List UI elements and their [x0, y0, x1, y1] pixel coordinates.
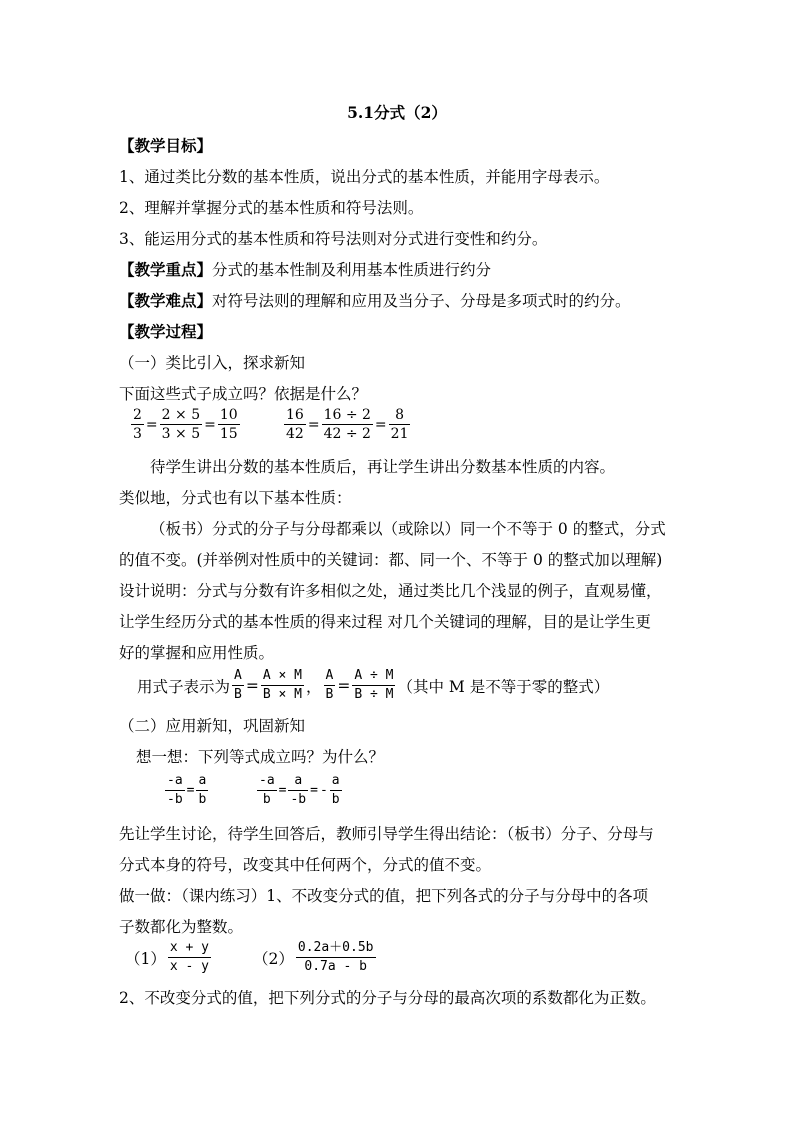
fraction-denominator: 42: [286, 426, 304, 442]
rule-formula-line: [136, 668, 610, 703]
paragraph-4c: 好的掌握和应用性质。: [119, 644, 275, 662]
fraction-denominator: 0.7a - b: [296, 957, 376, 975]
paragraph-6a: 做一做：（课内练习）1、不改变分式的值，把下列各式的分子与分母中的各项: [119, 887, 649, 905]
goal-2: 2、理解并掌握分式的基本性质和符号法则。: [119, 199, 424, 217]
fraction-denominator: 3: [133, 426, 142, 442]
exercise-1-label: （1）: [125, 949, 166, 968]
paragraph-4a: 设计说明：分式与分数有许多相似之处，通过类比几个浅显的例子，直观易懂，: [119, 582, 662, 600]
goal-3: 3、能运用分式的基本性质和符号法则对分式进行变性和约分。: [119, 230, 548, 248]
think-prompt: 想一想：下列等式成立吗？为什么？: [136, 748, 385, 766]
difficulty-text: 对符号法则的理解和应用及当分子、分母是多项式时的约分。: [212, 292, 631, 310]
equals-sign: =: [307, 416, 320, 433]
fraction-numerator: 8: [395, 407, 405, 423]
fraction-numerator: 2 × 5: [161, 407, 201, 423]
fraction-example-2: [283, 407, 411, 442]
fraction-numerator: A × M: [262, 668, 302, 683]
minus-sign: -: [319, 783, 328, 798]
equals-sign: =: [337, 676, 351, 695]
page-title: 5.1分式（2）: [347, 103, 447, 122]
part-2-heading: （二）应用新知，巩固新知: [119, 717, 306, 735]
question-1: 下面这些式子成立吗？依据是什么？: [119, 385, 368, 403]
equals-sign: =: [186, 783, 195, 798]
difficulty-line: [119, 291, 631, 311]
key-header: 【教学重点】: [119, 260, 213, 279]
key-point-line: [119, 260, 491, 280]
fraction-denominator: B × M: [262, 687, 302, 702]
fraction-numerator: -a: [167, 773, 183, 788]
paragraph-4b: 让学生经历分式的基本性质的得来过程 对几个关键词的理解，目的是让学生更: [119, 613, 651, 631]
key-text: 分式的基本性制及利用基本性质进行约分: [212, 261, 492, 279]
part-1-heading: （一）类比引入，探求新知: [119, 354, 306, 372]
fraction-numerator: a: [294, 773, 303, 788]
difficulty-header: 【教学难点】: [119, 291, 213, 310]
paragraph-3a: （板书）分式的分子与分母都乘以（或除以）同一个不等于 0 的整式，分式: [150, 520, 666, 538]
paragraph-5a: 先让学生讨论，待学生回答后，教师引导学生得出结论：（板书）分子、分母与: [119, 825, 654, 843]
fraction-numerator: A: [325, 668, 334, 683]
fraction-denominator: b: [331, 792, 340, 807]
fraction-denominator: 21: [390, 426, 409, 442]
equals-sign: =: [374, 416, 387, 433]
fraction-numerator: x + y: [169, 940, 210, 955]
sign-example-2: [256, 773, 343, 808]
equals-sign: =: [145, 416, 158, 433]
fraction-denominator: B: [234, 687, 242, 702]
equals-sign: =: [204, 416, 216, 433]
comma: ，: [305, 677, 322, 696]
fraction-numerator: A ÷ M: [354, 668, 394, 683]
fraction-numerator: A: [234, 668, 242, 683]
fraction-denominator: B ÷ M: [354, 687, 394, 702]
paragraph-2: 类似地，分式也有以下基本性质：: [119, 489, 352, 507]
fraction-denominator: 42 ÷ 2: [323, 426, 371, 442]
fraction-numerator: 16 ÷ 2: [323, 407, 371, 423]
goal-1: 1、通过类比分数的基本性质，说出分式的基本性质，并能用字母表示。: [119, 168, 610, 186]
formula-suffix: （其中 M 是不等于零的整式）: [397, 677, 610, 696]
fraction-denominator: b: [257, 790, 277, 808]
fraction-example-1: [130, 407, 241, 442]
fraction-denominator: 15: [219, 426, 238, 442]
fraction-numerator: 0.2a＋0.5b: [297, 940, 374, 955]
fraction-denominator: B: [325, 687, 334, 702]
equals-sign: =: [310, 783, 318, 798]
exercise-2: [252, 940, 377, 975]
process-header: 【教学过程】: [119, 322, 213, 341]
fraction-numerator: -a: [259, 773, 275, 788]
fraction-numerator: 2: [133, 407, 142, 423]
equals-sign: =: [278, 783, 287, 798]
fraction-numerator: 16: [286, 407, 304, 423]
fraction-denominator: b: [198, 792, 207, 807]
fraction-numerator: 10: [219, 407, 238, 423]
paragraph-6b: 子数都化为整数。: [119, 918, 244, 936]
fraction-numerator: a: [331, 773, 340, 788]
goals-header: 【教学目标】: [119, 136, 213, 155]
exercise-2-label: （2）: [253, 949, 294, 968]
fraction-denominator: 3 × 5: [161, 426, 201, 442]
exercise-1: [124, 940, 212, 975]
fraction-numerator: a: [198, 773, 207, 788]
sign-example-1: [164, 773, 209, 808]
paragraph-3b: 的值不变。(并举例对性质中的关键词：都、同一个、不等于 0 的整式加以理解): [119, 551, 663, 569]
formula-prefix: 用式子表示为: [137, 677, 231, 696]
fraction-denominator: x - y: [169, 959, 210, 974]
fraction-denominator: -b: [290, 792, 307, 807]
paragraph-5b: 分式本身的符号，改变其中任何两个，分式的值不变。: [119, 856, 492, 874]
paragraph-1: 待学生讲出分数的基本性质后，再让学生讲出分数基本性质的内容。: [150, 458, 616, 476]
equals-sign: =: [245, 676, 259, 695]
fraction-denominator: -b: [167, 792, 183, 807]
paragraph-7: 2、不改变分式的值，把下列分式的分子与分母的最高次项的系数都化为正数。: [119, 989, 656, 1007]
